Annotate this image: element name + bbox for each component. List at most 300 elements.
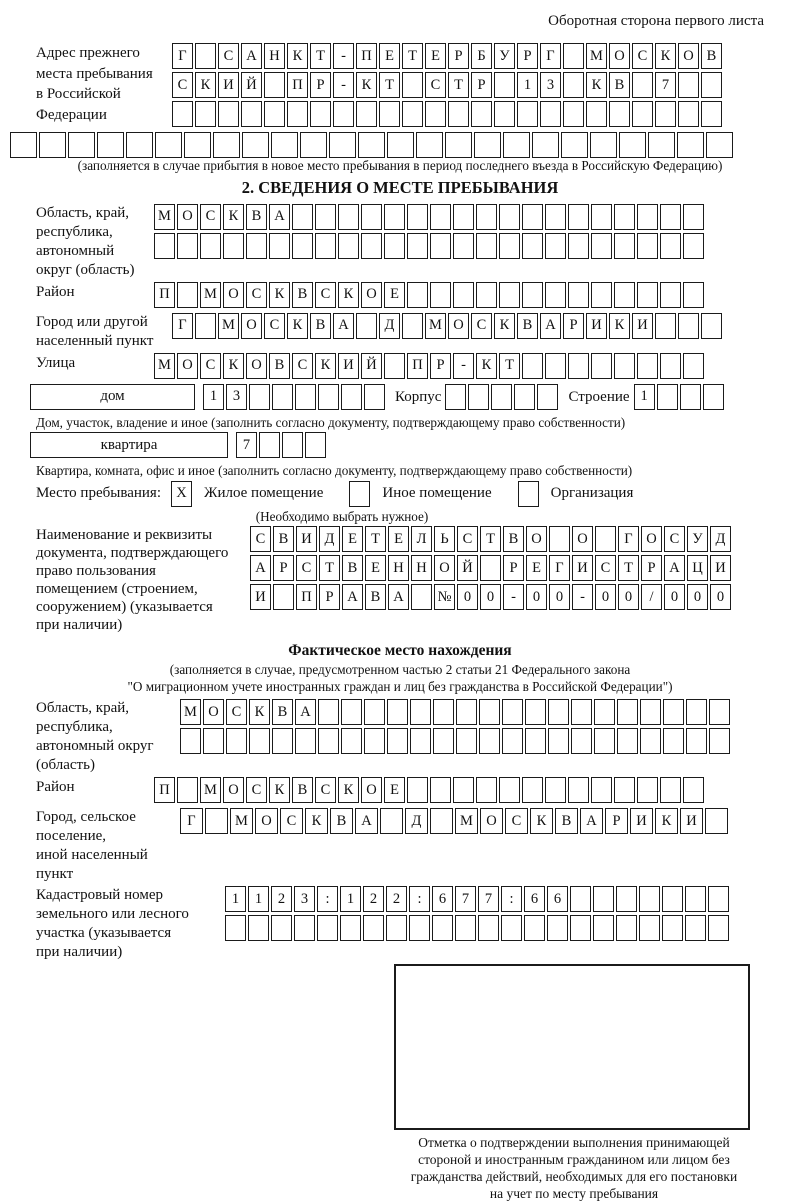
char-box bbox=[292, 233, 313, 259]
char-box bbox=[195, 43, 216, 69]
char-box bbox=[522, 353, 543, 379]
char-box: С bbox=[172, 72, 193, 98]
char-box: Н bbox=[388, 555, 409, 581]
char-box: И bbox=[632, 313, 653, 339]
region-field bbox=[22, 204, 778, 280]
char-box: № bbox=[434, 584, 455, 610]
label-line: республика, bbox=[36, 223, 113, 240]
char-box bbox=[205, 808, 228, 834]
char-box: С bbox=[471, 313, 492, 339]
char-box bbox=[340, 915, 361, 941]
char-box bbox=[338, 233, 359, 259]
char-box bbox=[225, 915, 246, 941]
char-box: Р bbox=[503, 555, 524, 581]
char-box bbox=[361, 233, 382, 259]
char-box: Р bbox=[430, 353, 451, 379]
char-box: К bbox=[269, 777, 290, 803]
char-box: Ь bbox=[434, 526, 455, 552]
actual-district-row bbox=[154, 777, 706, 803]
char-box bbox=[678, 72, 699, 98]
label-line: населенный пункт bbox=[36, 332, 154, 349]
char-box bbox=[683, 353, 704, 379]
char-box: 3 bbox=[540, 72, 561, 98]
char-box bbox=[282, 432, 303, 458]
char-box: С bbox=[292, 353, 313, 379]
actual-city-label bbox=[22, 808, 180, 884]
label-line: Отметка о подтверждении выполнения принимающей bbox=[418, 1135, 730, 1150]
label-line: земельного или лесного bbox=[36, 906, 189, 922]
char-box bbox=[655, 101, 676, 127]
char-box bbox=[430, 204, 451, 230]
char-box: М bbox=[586, 43, 607, 69]
char-box bbox=[683, 777, 704, 803]
char-box: Р bbox=[641, 555, 662, 581]
char-box: 2 bbox=[271, 886, 292, 912]
char-box: - bbox=[453, 353, 474, 379]
cadastral-label bbox=[22, 886, 225, 962]
char-box bbox=[246, 233, 267, 259]
char-box: В bbox=[609, 72, 630, 98]
char-box: А bbox=[664, 555, 685, 581]
char-box: : bbox=[501, 886, 522, 912]
char-box: Е bbox=[379, 43, 400, 69]
char-box: С bbox=[280, 808, 303, 834]
char-box bbox=[706, 132, 733, 158]
char-box bbox=[402, 313, 423, 339]
char-box bbox=[409, 915, 430, 941]
char-box bbox=[593, 886, 614, 912]
char-box bbox=[662, 886, 683, 912]
char-box bbox=[614, 233, 635, 259]
char-box bbox=[563, 43, 584, 69]
char-box bbox=[545, 204, 566, 230]
char-box bbox=[315, 204, 336, 230]
char-box: У bbox=[687, 526, 708, 552]
char-box bbox=[272, 728, 293, 754]
page-side-note: Оборотная сторона первого листа bbox=[548, 13, 764, 29]
char-box: М bbox=[455, 808, 478, 834]
char-box bbox=[410, 728, 431, 754]
char-box: С bbox=[264, 313, 285, 339]
char-box: О bbox=[609, 43, 630, 69]
char-box: П bbox=[154, 777, 175, 803]
char-box: Б bbox=[471, 43, 492, 69]
char-box: С bbox=[200, 204, 221, 230]
label-line: гражданства действий, необходимых для его постановки bbox=[410, 1169, 738, 1184]
char-box: В bbox=[310, 313, 331, 339]
street-field bbox=[22, 353, 778, 382]
char-box bbox=[660, 282, 681, 308]
char-box: Д bbox=[319, 526, 340, 552]
char-box bbox=[292, 204, 313, 230]
label-line: Адрес прежнего bbox=[36, 45, 140, 61]
char-box bbox=[683, 204, 704, 230]
char-box: 3 bbox=[294, 886, 315, 912]
char-box: Й bbox=[241, 72, 262, 98]
house-number-row bbox=[203, 384, 387, 410]
char-box: А bbox=[250, 555, 271, 581]
district-row bbox=[154, 282, 706, 308]
char-box bbox=[195, 101, 216, 127]
char-box bbox=[453, 777, 474, 803]
char-box: В bbox=[365, 584, 386, 610]
char-box: Т bbox=[480, 526, 501, 552]
char-box bbox=[154, 233, 175, 259]
char-box bbox=[203, 728, 224, 754]
label-line: "О миграционном учете иностранных граждан и лиц без гражданства в Российской Федерации") bbox=[127, 678, 673, 694]
char-box bbox=[522, 233, 543, 259]
char-box: М bbox=[154, 204, 175, 230]
char-box bbox=[637, 353, 658, 379]
cadastral-field bbox=[22, 886, 778, 962]
char-box bbox=[264, 72, 285, 98]
char-box: Е bbox=[388, 526, 409, 552]
char-box bbox=[568, 353, 589, 379]
char-box bbox=[595, 526, 616, 552]
char-box bbox=[264, 101, 285, 127]
char-box bbox=[494, 72, 515, 98]
label-line: при наличии) bbox=[36, 617, 123, 633]
section2-title: 2. СВЕДЕНИЯ О МЕСТЕ ПРЕБЫВАНИЯ bbox=[241, 177, 559, 197]
char-box bbox=[356, 101, 377, 127]
char-box bbox=[640, 728, 661, 754]
char-box: К bbox=[655, 43, 676, 69]
char-box: С bbox=[664, 526, 685, 552]
char-box: Ц bbox=[687, 555, 708, 581]
char-box bbox=[387, 728, 408, 754]
apartment-note: Квартира, комната, офис и иное (заполнить согласно документу, подтверждающему право собственности) bbox=[36, 463, 633, 478]
stroenie-label: Строение bbox=[568, 388, 630, 405]
label-line: стороной и иностранным гражданином или лицом без bbox=[418, 1152, 730, 1167]
char-box bbox=[537, 384, 558, 410]
actual-region-label bbox=[22, 699, 180, 775]
char-box bbox=[686, 699, 707, 725]
label-line: в Российской bbox=[36, 86, 121, 102]
char-box: 0 bbox=[618, 584, 639, 610]
char-box: С bbox=[250, 526, 271, 552]
char-box: 6 bbox=[524, 886, 545, 912]
char-box bbox=[445, 132, 472, 158]
char-box: Г bbox=[549, 555, 570, 581]
char-box: К bbox=[530, 808, 553, 834]
actual-city-field bbox=[22, 808, 778, 884]
char-box bbox=[683, 233, 704, 259]
prev-address-section bbox=[22, 43, 778, 130]
char-box bbox=[184, 132, 211, 158]
char-box bbox=[703, 384, 724, 410]
actual-location-title: Фактическое место нахождения bbox=[288, 642, 512, 659]
char-box: К bbox=[586, 72, 607, 98]
char-box: О bbox=[223, 777, 244, 803]
char-box bbox=[501, 915, 522, 941]
char-box: 0 bbox=[710, 584, 731, 610]
prev-address-row-3 bbox=[172, 101, 724, 127]
prev-address-row-4 bbox=[10, 132, 778, 158]
char-box bbox=[548, 699, 569, 725]
document-row-1 bbox=[250, 526, 733, 552]
char-box bbox=[637, 282, 658, 308]
char-box bbox=[213, 132, 240, 158]
char-box bbox=[549, 526, 570, 552]
actual-region-rows bbox=[180, 699, 732, 757]
char-box: В bbox=[342, 555, 363, 581]
char-box bbox=[591, 233, 612, 259]
char-box: И bbox=[710, 555, 731, 581]
char-box: В bbox=[555, 808, 578, 834]
char-box: - bbox=[572, 584, 593, 610]
char-box: 7 bbox=[236, 432, 257, 458]
char-box bbox=[329, 132, 356, 158]
char-box: И bbox=[586, 313, 607, 339]
char-box: 0 bbox=[595, 584, 616, 610]
char-box bbox=[660, 204, 681, 230]
char-box bbox=[295, 728, 316, 754]
char-box bbox=[430, 233, 451, 259]
actual-region-row-1 bbox=[180, 699, 732, 725]
region-label bbox=[22, 204, 154, 280]
char-box bbox=[379, 101, 400, 127]
char-box bbox=[709, 699, 730, 725]
cadastral-rows bbox=[225, 886, 731, 944]
char-box bbox=[502, 728, 523, 754]
char-box bbox=[570, 915, 591, 941]
char-box: О bbox=[641, 526, 662, 552]
char-box: 1 bbox=[340, 886, 361, 912]
char-box bbox=[547, 915, 568, 941]
char-box bbox=[384, 233, 405, 259]
char-box: 2 bbox=[363, 886, 384, 912]
char-box bbox=[532, 132, 559, 158]
char-box: М bbox=[154, 353, 175, 379]
char-box: 1 bbox=[634, 384, 655, 410]
char-box: 1 bbox=[203, 384, 224, 410]
char-box bbox=[305, 432, 326, 458]
char-box bbox=[384, 353, 405, 379]
char-box: Д bbox=[710, 526, 731, 552]
char-box bbox=[525, 699, 546, 725]
char-box: В bbox=[701, 43, 722, 69]
char-box bbox=[476, 204, 497, 230]
char-box: Т bbox=[402, 43, 423, 69]
char-box bbox=[453, 204, 474, 230]
char-box bbox=[632, 101, 653, 127]
apartment-row bbox=[236, 432, 328, 458]
prev-address-row-1 bbox=[172, 43, 724, 69]
char-box bbox=[358, 132, 385, 158]
char-box: : bbox=[317, 886, 338, 912]
char-box: С bbox=[200, 353, 221, 379]
char-box bbox=[68, 132, 95, 158]
char-box: М bbox=[180, 699, 201, 725]
char-box bbox=[272, 384, 293, 410]
char-box bbox=[433, 699, 454, 725]
char-box: Т bbox=[365, 526, 386, 552]
char-box bbox=[614, 777, 635, 803]
char-box: Р bbox=[517, 43, 538, 69]
char-box: С bbox=[425, 72, 446, 98]
char-box: К bbox=[249, 699, 270, 725]
char-box bbox=[660, 353, 681, 379]
city-label bbox=[22, 313, 172, 351]
char-box bbox=[708, 886, 729, 912]
char-box bbox=[637, 777, 658, 803]
label-line: помещением (строением, bbox=[36, 581, 198, 597]
char-box bbox=[637, 204, 658, 230]
char-box: К bbox=[338, 282, 359, 308]
char-box bbox=[453, 282, 474, 308]
char-box: М bbox=[425, 313, 446, 339]
char-box bbox=[617, 699, 638, 725]
char-box: У bbox=[494, 43, 515, 69]
char-box: Л bbox=[411, 526, 432, 552]
char-box: С bbox=[632, 43, 653, 69]
char-box: 6 bbox=[432, 886, 453, 912]
char-box bbox=[430, 808, 453, 834]
char-box bbox=[259, 432, 280, 458]
char-box bbox=[545, 282, 566, 308]
house-box-label: дом bbox=[30, 384, 195, 410]
char-box bbox=[614, 282, 635, 308]
char-box bbox=[471, 101, 492, 127]
char-box bbox=[200, 233, 221, 259]
char-box: К bbox=[315, 353, 336, 379]
char-box bbox=[522, 777, 543, 803]
char-box: С bbox=[296, 555, 317, 581]
char-box: О bbox=[177, 353, 198, 379]
char-box: А bbox=[580, 808, 603, 834]
char-box bbox=[294, 915, 315, 941]
other-premises-option-label: Иное помещение bbox=[382, 485, 492, 501]
char-box bbox=[545, 353, 566, 379]
stay-type-line bbox=[36, 481, 778, 507]
confirmation-mark-box bbox=[394, 964, 750, 1130]
char-box: Н bbox=[264, 43, 285, 69]
char-box bbox=[453, 233, 474, 259]
char-box bbox=[571, 699, 592, 725]
char-box: А bbox=[295, 699, 316, 725]
char-box: О bbox=[241, 313, 262, 339]
char-box: Т bbox=[499, 353, 520, 379]
char-box bbox=[402, 101, 423, 127]
char-box bbox=[456, 728, 477, 754]
char-box bbox=[568, 204, 589, 230]
char-box bbox=[364, 384, 385, 410]
region-row-2 bbox=[154, 233, 706, 259]
prev-address-note: (заполняется в случае прибытия в новое место пребывания в период последнего въезда в Российскую Федерацию) bbox=[77, 158, 723, 173]
char-box: 6 bbox=[547, 886, 568, 912]
char-box bbox=[97, 132, 124, 158]
char-box: Е bbox=[365, 555, 386, 581]
char-box bbox=[525, 728, 546, 754]
char-box: К bbox=[476, 353, 497, 379]
char-box bbox=[180, 728, 201, 754]
char-box: К bbox=[655, 808, 678, 834]
char-box bbox=[701, 313, 722, 339]
char-box: А bbox=[333, 313, 354, 339]
label-line: право пользования bbox=[36, 563, 156, 579]
char-box: П bbox=[154, 282, 175, 308]
char-box bbox=[616, 915, 637, 941]
char-box: : bbox=[409, 886, 430, 912]
char-box bbox=[616, 886, 637, 912]
actual-region-field bbox=[22, 699, 778, 775]
actual-district-label: Район bbox=[36, 779, 75, 795]
char-box: В bbox=[269, 353, 290, 379]
char-box: А bbox=[241, 43, 262, 69]
char-box: В bbox=[272, 699, 293, 725]
char-box: И bbox=[338, 353, 359, 379]
region-row-1 bbox=[154, 204, 706, 230]
char-box bbox=[445, 384, 466, 410]
char-box bbox=[468, 384, 489, 410]
char-box: И bbox=[630, 808, 653, 834]
char-box: Д bbox=[405, 808, 428, 834]
char-box bbox=[430, 282, 451, 308]
char-box bbox=[545, 777, 566, 803]
char-box bbox=[177, 282, 198, 308]
char-box: К bbox=[338, 777, 359, 803]
char-box bbox=[318, 699, 339, 725]
char-box bbox=[563, 72, 584, 98]
char-box: О bbox=[177, 204, 198, 230]
char-box bbox=[273, 584, 294, 610]
city-row bbox=[172, 313, 724, 339]
char-box bbox=[678, 313, 699, 339]
street-label: Улица bbox=[36, 354, 76, 371]
char-box: В bbox=[292, 777, 313, 803]
actual-city-row bbox=[180, 808, 730, 834]
label-line: Город или другой bbox=[36, 313, 148, 330]
char-box: К bbox=[356, 72, 377, 98]
char-box: С bbox=[218, 43, 239, 69]
char-box: К bbox=[269, 282, 290, 308]
char-box: 2 bbox=[386, 886, 407, 912]
char-box bbox=[384, 204, 405, 230]
char-box bbox=[430, 777, 451, 803]
char-box: А bbox=[540, 313, 561, 339]
char-box: 0 bbox=[480, 584, 501, 610]
char-box bbox=[685, 886, 706, 912]
char-box: А bbox=[342, 584, 363, 610]
char-box bbox=[177, 777, 198, 803]
char-box bbox=[594, 699, 615, 725]
char-box: П bbox=[356, 43, 377, 69]
char-box bbox=[476, 233, 497, 259]
char-box: О bbox=[678, 43, 699, 69]
char-box: О bbox=[448, 313, 469, 339]
char-box bbox=[380, 808, 403, 834]
prev-address-row-2 bbox=[172, 72, 724, 98]
char-box: О bbox=[434, 555, 455, 581]
actual-district-field bbox=[22, 777, 778, 806]
document-row-2 bbox=[250, 555, 733, 581]
house-line bbox=[30, 384, 778, 413]
char-box bbox=[678, 101, 699, 127]
char-box bbox=[499, 777, 520, 803]
char-box: С bbox=[595, 555, 616, 581]
document-row-3 bbox=[250, 584, 733, 610]
char-box bbox=[126, 132, 153, 158]
char-box: С bbox=[246, 282, 267, 308]
char-box bbox=[363, 915, 384, 941]
char-box: Р bbox=[319, 584, 340, 610]
char-box bbox=[545, 233, 566, 259]
label-line: документа, подтверждающего bbox=[36, 545, 229, 561]
char-box: С bbox=[246, 777, 267, 803]
char-box: 1 bbox=[517, 72, 538, 98]
char-box: Г bbox=[180, 808, 203, 834]
char-box bbox=[491, 384, 512, 410]
